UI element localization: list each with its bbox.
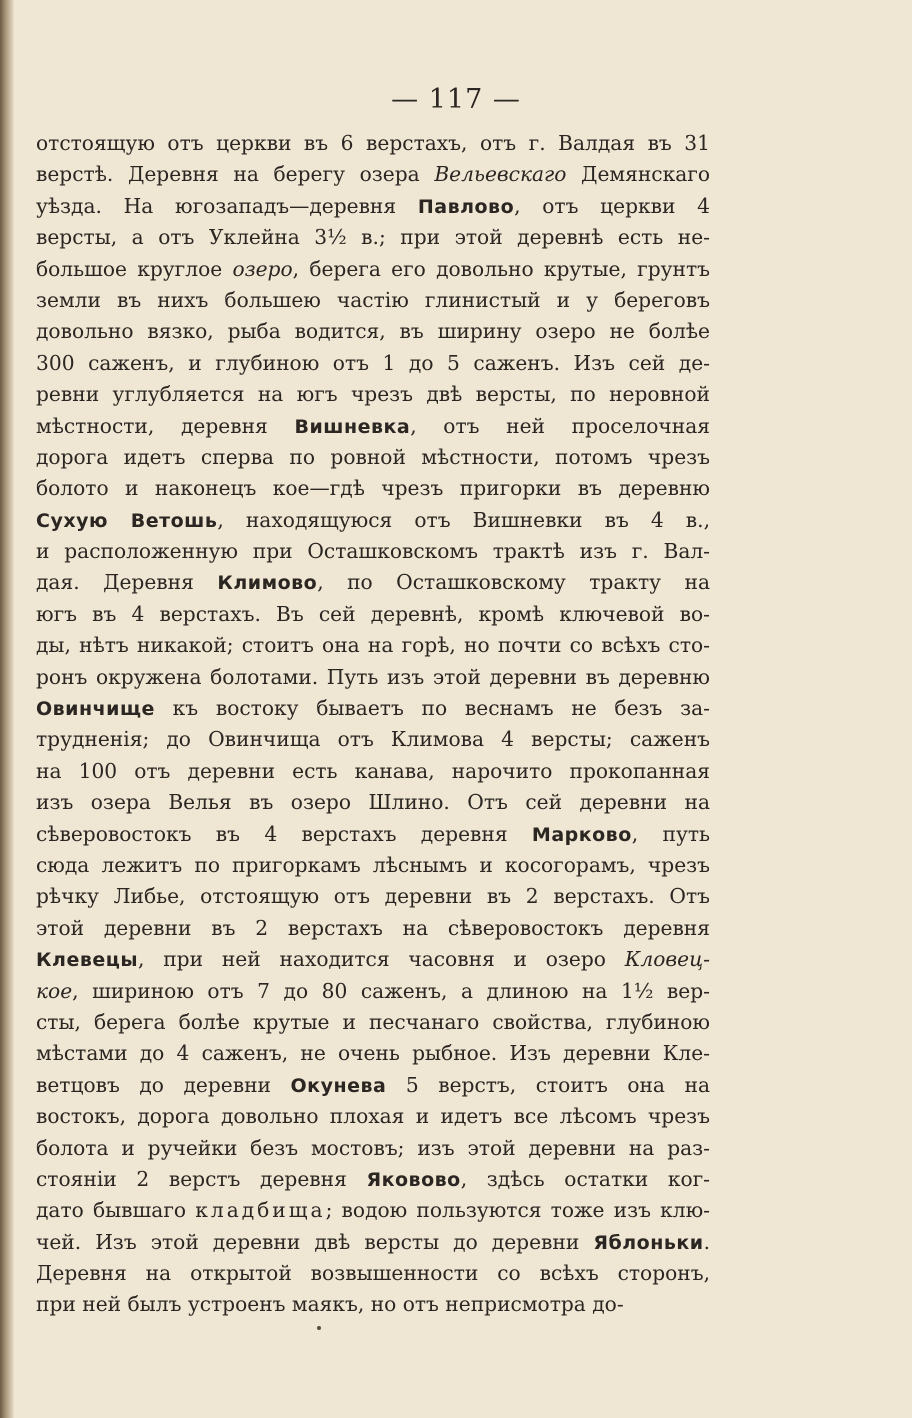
text-run: стояніи 2 верстъ деревня (36, 1166, 367, 1191)
text-run: большое круглое (36, 256, 233, 281)
text-run: земли въ нихъ большею частію глинистый и у береговъ (36, 287, 710, 312)
text-line (36, 1070, 710, 1101)
text-line (36, 348, 710, 379)
place-name: Яблоньки (593, 1231, 704, 1254)
text-run: ветцовъ до деревни (36, 1072, 291, 1097)
lake-name: озеро (232, 256, 293, 281)
text-run: при ней былъ устроенъ маякъ, но отъ неприсмотра до- (36, 1292, 624, 1317)
text-run: , находящуюся отъ Вишневки въ 4 в., (217, 507, 710, 532)
text-run: мѣстами до 4 саженъ, не очень рыбное. Изъ деревни Кле- (36, 1041, 710, 1066)
text-line (36, 1258, 710, 1289)
text-line (36, 316, 710, 347)
text-run: ды, нѣтъ никакой; стоитъ она на горѣ, но почти со всѣхъ сто- (36, 633, 710, 658)
text-run: , берега его довольно крутые, грунтъ (292, 256, 710, 281)
text-line (36, 411, 710, 442)
text-line (36, 128, 710, 159)
place-name: Яковово (366, 1168, 461, 1191)
text-line (36, 724, 710, 755)
text-line (36, 505, 710, 536)
text-run: отстоящую отъ церкви въ 6 верстахъ, отъ г. Валдая въ 31 (36, 131, 710, 155)
place-name: Вишневка (294, 415, 411, 438)
ink-speck (317, 1326, 321, 1330)
text-run: къ востоку бываетъ по веснамъ не безъ за- (154, 696, 710, 721)
text-line (36, 756, 710, 787)
text-line (36, 191, 710, 222)
text-line (36, 819, 710, 850)
text-run: сѣверовостокъ въ 4 верстахъ деревня (36, 821, 532, 846)
text-run: версты, а отъ Уклейна 3½ в.; при этой деревнѣ есть не- (36, 225, 710, 250)
text-line (36, 976, 710, 1007)
text-line (36, 254, 710, 285)
text-run: трудненія; до Овинчища отъ Климова 4 версты; саженъ (36, 727, 710, 752)
text-run: 5 верстъ, стоитъ она на (386, 1072, 710, 1097)
text-run: дорога идетъ сперва по ровной мѣстности, потомъ чрезъ (36, 444, 710, 469)
place-name: Клевецы (36, 949, 139, 972)
text-line (36, 222, 710, 253)
page-binding-edge (0, 0, 14, 1418)
text-line (36, 913, 710, 944)
text-line (36, 1007, 710, 1038)
text-line (36, 1164, 710, 1195)
text-line (36, 1195, 710, 1226)
text-run: Демянскаго (566, 162, 710, 187)
text-run: болото и наконецъ кое—гдѣ чрезъ пригорки въ деревню (36, 476, 710, 501)
text-run: , отъ ней проселочная (410, 413, 710, 438)
place-name: Окунева (290, 1074, 387, 1097)
place-name: Сухую Ветошь (36, 509, 218, 532)
text-run: дато бывшаго (36, 1198, 196, 1223)
place-name: Марково (531, 823, 632, 846)
lake-name: кое (36, 978, 73, 1003)
text-line (36, 662, 710, 693)
text-run: чей. Изъ этой деревни двѣ версты до деревни (36, 1229, 594, 1254)
lake-name: Кловец- (624, 947, 710, 972)
spaced-word: кладбища (195, 1198, 326, 1223)
text-run: сты, берега болѣе крутые и песчанаго свойства, глубиною (36, 1009, 710, 1034)
text-run: верстѣ. Деревня на берегу озера (36, 162, 435, 187)
text-line (36, 1289, 710, 1320)
text-run: , здѣсь остатки ког- (460, 1166, 710, 1191)
text-run: , путь (631, 821, 710, 846)
text-line (36, 850, 710, 881)
text-line (36, 473, 710, 504)
text-run: , шириною отъ 7 до 80 саженъ, а длиною на 1½ вер- (72, 978, 710, 1003)
text-line (36, 1101, 710, 1132)
text-run: ронъ окружена болотами. Путь изъ этой деревни въ деревню (36, 664, 710, 689)
text-line (36, 1227, 710, 1258)
page-number: — 117 — (391, 84, 521, 115)
text-run: , при ней находится часовня и озеро (138, 947, 625, 972)
text-run: болота и ручейки безъ мостовъ; изъ этой деревни на раз- (36, 1135, 710, 1160)
text-line (36, 630, 710, 661)
text-run: этой деревни въ 2 верстахъ на сѣверовостокъ деревня (36, 915, 710, 940)
text-line (36, 881, 710, 912)
text-run: , отъ церкви 4 (514, 193, 710, 218)
text-run: , по Осташковскому тракту на (317, 570, 710, 595)
body-text (36, 128, 710, 1321)
place-name: Овинчище (36, 698, 155, 721)
text-line (36, 693, 710, 724)
text-line (36, 536, 710, 567)
text-line (36, 442, 710, 473)
text-run: уѣзда. На югозападъ—деревня (36, 193, 418, 218)
text-run: сюда лежитъ по пригоркамъ лѣснымъ и косогорамъ, чрезъ (36, 852, 710, 877)
text-run: изъ озера Велья въ озеро Шлино. Отъ сей деревни на (36, 790, 710, 815)
text-run: мѣстности, деревня (36, 413, 295, 438)
text-line (36, 944, 710, 975)
text-line (36, 1038, 710, 1069)
text-run: рѣчку Либье, отстоящую отъ деревни въ 2 верстахъ. Отъ (36, 884, 710, 909)
text-line (36, 599, 710, 630)
text-run: довольно вязко, рыба водится, въ ширину озеро не болѣе (36, 319, 710, 344)
text-run: на 100 отъ деревни есть канава, нарочито прокопанная (36, 758, 710, 783)
text-run: дая. Деревня (36, 570, 218, 595)
text-run: югъ въ 4 верстахъ. Въ сей деревнѣ, кромѣ ключевой во- (36, 601, 710, 626)
place-name: Климово (217, 572, 318, 595)
text-run: ; водою пользуются тоже изъ клю- (325, 1198, 710, 1223)
text-run: 300 саженъ, и глубиною отъ 1 до 5 саженъ. Изъ сей де- (36, 350, 710, 375)
lake-name: Вельевскаго (434, 162, 567, 187)
text-run: . (703, 1229, 710, 1254)
text-line (36, 567, 710, 598)
text-line (36, 285, 710, 316)
text-run: и расположенную при Осташковскомъ трактѣ изъ г. Вал- (36, 539, 710, 564)
text-run: ревни углубляется на югъ чрезъ двѣ версты, по неровной (36, 382, 710, 407)
text-line (36, 379, 710, 410)
text-run: Деревня на открытой возвышенности со всѣхъ сторонъ, (36, 1261, 710, 1286)
place-name: Павлово (417, 195, 515, 218)
text-line (36, 159, 710, 190)
text-line (36, 787, 710, 818)
text-run: востокъ, дорога довольно плохая и идетъ все лѣсомъ чрезъ (36, 1104, 710, 1129)
text-line (36, 1133, 710, 1164)
